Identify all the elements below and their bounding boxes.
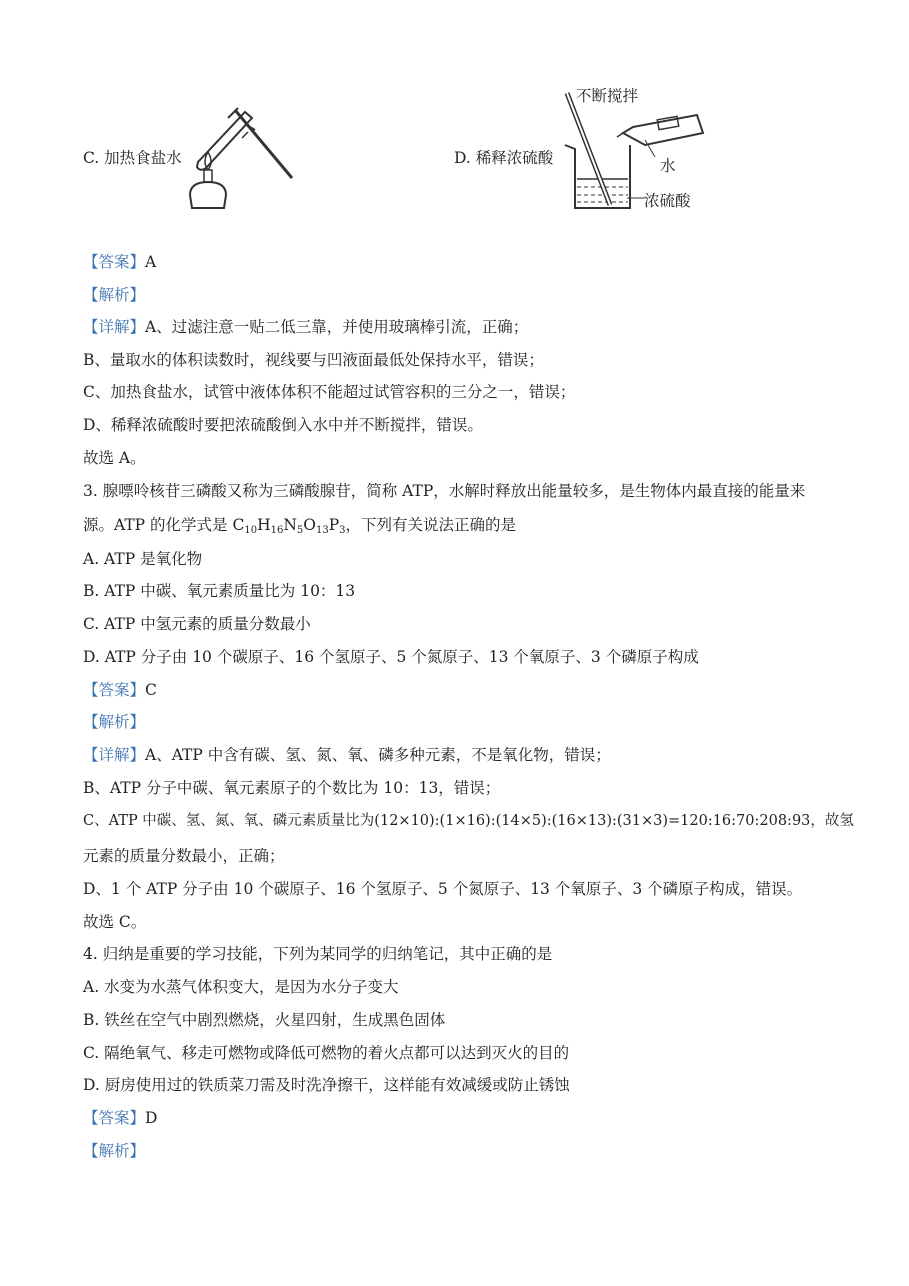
q2-answer: 【答案】A (83, 253, 157, 271)
water-label: 水 (660, 157, 676, 175)
q3-option: A. ATP 是氧化物 (83, 550, 203, 568)
q2-detail-line: B、量取水的体积读数时，视线要与凹液面最低处保持水平，错误； (83, 351, 544, 369)
q3-detail-line: 【详解】A、ATP 中含有碳、氢、氮、氧、磷多种元素，不是氧化物，错误； (83, 746, 611, 764)
q3-detail-line: D、1 个 ATP 分子由 10 个碳原子、16 个氢原子、5 个氮原子、13 个氧原子、3 个磷原子构成，错误。 (83, 880, 803, 898)
q2-detail-line: D、稀释浓硫酸时要把浓硫酸倒入水中并不断搅拌，错误。 (83, 416, 483, 434)
q3-detail-line: 元素的质量分数最小，正确； (83, 847, 285, 865)
q4-option: A. 水变为水蒸气体积变大，是因为水分子变大 (83, 978, 399, 996)
q3-stem: 3. 腺嘌呤核苷三磷酸又称为三磷酸腺苷，简称 ATP，水解时释放出能量较多，是生物体内最直接的能量来 (83, 482, 806, 500)
q3-detail-line: B、ATP 分子中碳、氧元素原子的个数比为 10：13，错误； (83, 779, 501, 797)
q3-option: B. ATP 中碳、氧元素质量比为 10：13 (83, 582, 356, 600)
stir-label: 不断搅拌 (576, 87, 639, 105)
q3-option: C. ATP 中氢元素的质量分数最小 (83, 615, 311, 633)
q3-analysis-tag: 【解析】 (83, 713, 146, 731)
q4-analysis-tag: 【解析】 (83, 1142, 146, 1160)
q2-conclusion: 故选 A。 (83, 449, 146, 467)
q3-stem-formula: 源。ATP 的化学式是 $C_{10}H_{16}N_5O_{13}P_3$，下列有关说法正确的是 (83, 516, 517, 536)
q2-detail-line: 【详解】A、过滤注意一贴二低三靠，并使用玻璃棒引流，正确； (83, 318, 529, 336)
q2-analysis-tag: 【解析】 (83, 286, 146, 304)
q4-stem: 4. 归纳是重要的学习技能，下列为某同学的归纳笔记，其中正确的是 (83, 945, 553, 963)
q3-detail-line: C、ATP 中碳、氢、氮、氧、磷元素质量比为(12×10):(1×16):(14×5):(16×13):(31×3)=120:16:70:208:93，故氢 (83, 813, 854, 829)
q3-option: D. ATP 分子由 10 个碳原子、16 个氢原子、5 个氮原子、13 个氧原子、3 个磷原子构成 (83, 648, 699, 666)
q4-option: D. 厨房使用过的铁质菜刀需及时洗净擦干，这样能有效减缓或防止锈蚀 (83, 1076, 570, 1094)
q4-answer: 【答案】D (83, 1109, 158, 1127)
option-d-label: D. 稀释浓硫酸 (454, 149, 554, 167)
option-c-label: C. 加热食盐水 (83, 149, 182, 167)
q3-answer: 【答案】C (83, 681, 157, 699)
q4-option: B. 铁丝在空气中剧烈燃烧，火星四射，生成黑色固体 (83, 1011, 446, 1029)
q3-conclusion: 故选 C。 (83, 913, 147, 931)
heating-salt-water-figure (180, 100, 300, 215)
q4-option: C. 隔绝氧气、移走可燃物或降低可燃物的着火点都可以达到灭火的目的 (83, 1044, 570, 1062)
q2-detail-line: C、加热食盐水，试管中液体体积不能超过试管容积的三分之一，错误； (83, 383, 576, 401)
acid-label: 浓硫酸 (644, 192, 691, 210)
